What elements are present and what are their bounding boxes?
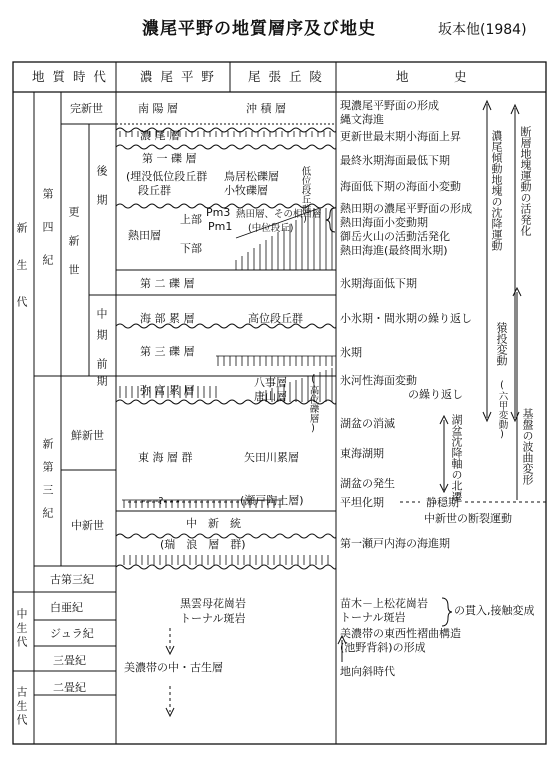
header-owari-hills: 尾 張 丘 陵 (248, 69, 324, 84)
period-triassic: 三畳紀 (53, 654, 86, 667)
period-cretaceous: 白亜紀 (50, 601, 83, 614)
header-nobi-plain: 濃 尾 平 野 (140, 69, 216, 84)
layer-high-gravel: (高位礫層) (307, 374, 319, 434)
note-basement: 基盤の波曲変形 (521, 408, 534, 485)
subepoch-middle: 中期 (95, 308, 108, 350)
layer-chushin: 中 新 統 (186, 517, 241, 530)
period-jurassic: ジュラ紀 (50, 627, 94, 640)
layer-mizunami: (瑞 浪 層 群) (160, 538, 246, 551)
subepoch-early: 前期 (95, 358, 108, 392)
layer-torii: 鳥居松礫層 (224, 170, 279, 183)
layer-yadagawa: 矢田川累層 (244, 451, 299, 464)
history-item: 熱田期の濃尾平野面の形成 (340, 202, 472, 215)
header-era: 地 質 時 代 (32, 69, 108, 84)
source-citation: 坂本他(1984) (438, 22, 527, 38)
note-sanage: 猿投変動 (495, 322, 508, 366)
history-item: 海面低下期の海面小変動 (340, 180, 461, 193)
layer-question: - - -?- - - (142, 496, 180, 507)
layer-tonalite: トーナル斑岩 (180, 612, 246, 625)
history-item: 氷期 (340, 346, 362, 359)
layer-mino-belt: 美濃帯の中・古生層 (124, 661, 223, 674)
period-permian: 二畳紀 (53, 681, 86, 694)
history-item: 地向斜時代 (340, 665, 395, 678)
layer-ama: 海 部 累 層 (140, 312, 195, 325)
layer-hassoji: 八事層 (254, 376, 287, 389)
layer-pm1: Pm1 (208, 220, 233, 233)
layer-gravel1: 第 一 礫 層 (142, 152, 197, 165)
note-rokko: (六甲変動) (496, 380, 508, 440)
layer-mid-terrace: (中位段丘) (248, 223, 294, 234)
history-item: 小氷期・間氷期の繰り返し (340, 312, 472, 325)
era-cenozoic: 新生代 (15, 222, 28, 333)
history-item: 熱田海面小変動期 (340, 216, 428, 229)
era-mesozoic: 中生代 (15, 608, 28, 650)
history-item: 縄文海進 (340, 113, 384, 126)
header-history: 地 史 (396, 69, 469, 84)
history-item: 苗木－上松花崗岩 (340, 597, 428, 610)
layer-yatomi: 弥 富 累 層 (140, 384, 195, 397)
layer-gravel2: 第 二 礫 層 (140, 277, 195, 290)
history-item: 東海湖期 (340, 447, 384, 460)
period-neogene: 新第三紀 (41, 438, 54, 530)
history-item: 現濃尾平野面の形成 (340, 99, 439, 112)
layer-gravel3: 第 三 礫 層 (140, 345, 195, 358)
history-item: 第一瀬戸内海の海進期 (340, 537, 450, 550)
layer-nanyo: 南 陽 層 (138, 102, 178, 115)
history-item: 平坦化期 (340, 496, 384, 509)
layer-buried-terrace-2: 段丘群 (138, 184, 171, 197)
epoch-pliocene: 鮮新世 (71, 429, 104, 442)
note-fault-block: 断層地塊運動の活発化 (519, 126, 532, 236)
history-item: 美濃帯の東西性褶曲構造 (340, 627, 461, 640)
history-item: の繰り返し (408, 388, 463, 401)
layer-upper: 上部 (180, 213, 202, 226)
page-title: 濃尾平野の地質層序及び地史 (142, 19, 376, 39)
layer-nobi: 濃 尾 層 (140, 129, 180, 142)
layer-seto-pottery: (瀬戸陶土層) (240, 494, 304, 507)
history-item: 最終氷期海面最低下期 (340, 154, 450, 167)
history-item: 氷河性海面変動 (340, 374, 417, 387)
epoch-pleistocene: 更新世 (67, 206, 80, 293)
epoch-holocene: 完新世 (70, 102, 103, 115)
layer-komaki: 小牧礫層 (224, 184, 268, 197)
subepoch-late: 後期 (95, 165, 108, 223)
history-item: 静穏期 (426, 496, 459, 509)
history-item: 御岳火山の活動活発化 (340, 230, 450, 243)
history-item: 湖盆の消滅 (340, 417, 395, 430)
history-item: 中新世の断裂運動 (424, 512, 512, 525)
layer-high-terrace: 高位段丘群 (248, 312, 303, 325)
history-item: トーナル斑岩 (340, 611, 406, 624)
layer-kurokumo: 黒雲母花崗岩 (180, 597, 246, 610)
layer-chuseki: 沖 積 層 (246, 102, 286, 115)
note-lake-axis: 湖盆沈降軸の北遷 (450, 414, 463, 502)
history-item: 熱田海進(最終間氷期) (340, 244, 448, 257)
layer-pm3: Pm3 (206, 206, 231, 219)
layer-atsuta-equiv: 熱田層、その相当層 (236, 209, 322, 220)
history-item: の貫入,接触変成 (454, 604, 535, 617)
layer-atsuta: 熱田層 (128, 229, 161, 242)
period-quaternary: 第四紀 (41, 188, 54, 287)
era-paleozoic: 古生代 (15, 686, 28, 728)
layer-tokai: 東 海 層 群 (138, 451, 193, 464)
history-item: 氷期海面低下期 (340, 277, 417, 290)
period-paleogene: 古第三紀 (50, 573, 94, 586)
layer-karayama: 唐山層 (254, 390, 287, 403)
history-item: 湖盆の発生 (340, 477, 395, 490)
history-item: (池野背斜)の形成 (340, 641, 426, 654)
note-nobi-subsidence: 濃尾傾動地塊の沈降運動 (490, 130, 503, 251)
history-item: 更新世最末期小海面上昇 (340, 130, 461, 143)
layer-buried-terrace: (埋没低位段丘群 (126, 170, 208, 183)
layer-low-terrace: 低位段丘群) (299, 166, 311, 225)
epoch-miocene: 中新世 (71, 519, 104, 532)
layer-lower: 下部 (180, 242, 202, 255)
